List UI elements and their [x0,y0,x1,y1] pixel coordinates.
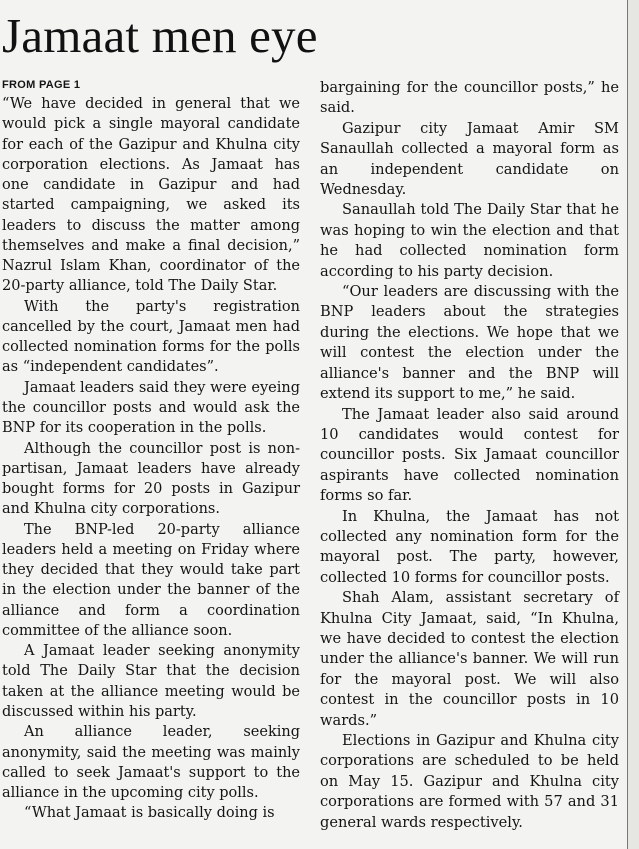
paragraph: “Our leaders are discussing with the BNP leaders about the strategies during the elections. We hope that we will contest the election under the alliance's banner and the BNP will extend its support to me,” he said. [320,283,619,403]
paragraph: Sanaullah told The Daily Star that he was hoping to win the election and that he had collected nomination form according to his party decision. [320,201,619,280]
paragraph: The Jamaat leader also said around 10 candidates would contest for councillor posts. Six Jamaat councillor aspirants have collected nomination forms so far. [320,405,619,505]
page-edge [628,0,639,849]
paragraph: bargaining for the councillor posts,” he said. [320,79,619,117]
paragraph: With the party's registration cancelled by the court, Jamaat men had collected nomination forms for the polls as “independent candidates”. [2,298,300,376]
paragraph: “We have decided in general that we would pick a single mayoral candidate for each of the Gazipur and Khulna city corporation elections. As Jamaat has one candidate in Gazipur and had started campaigning, we asked its leaders to discuss the matter among themselves and make a final decision,” Nazrul Islam Khan, coordinator of the 20-party alliance, told The Daily Star. [2,96,300,295]
paragraph: Shah Alam, assistant secretary of Khulna City Jamaat, said, “In Khulna, we have decided to contest the election under the alliance's banner. We will run for the mayoral post. We will also contest in the councillor posts in 10 wards.” [320,589,619,729]
article-column-1 [2,77,300,824]
paragraph: Although the councillor post is non-partisan, Jamaat leaders have already bought forms for 20 posts in Gazipur and Khulna city corporations. [2,440,300,518]
article-column-2 [320,78,619,833]
paragraph: An alliance leader, seeking anonymity, said the meeting was mainly called to seek Jamaat's support to the alliance in the upcoming city polls. [2,724,300,802]
paragraph: The BNP-led 20-party alliance leaders held a meeting on Friday where they decided that they would take part in the election under the banner of the alliance and form a coordination committee of the alliance soon. [2,521,300,639]
headline: Jamaat men eye [2,8,318,63]
paragraph: Elections in Gazipur and Khulna city corporations are scheduled to be held on May 15. Gazipur and Khulna city corporations are formed with 57 and 31 general wards respectively. [320,732,619,831]
paragraph: Gazipur city Jamaat Amir SM Sanaullah collected a mayoral form as an independent candidate on Wednesday. [320,119,619,199]
paragraph: “What Jamaat is basically doing is [24,805,275,822]
paragraph: In Khulna, the Jamaat has not collected any nomination form for the mayoral post. The party, however, collected 10 forms for councillor posts. [320,507,619,586]
paragraph: Jamaat leaders said they were eyeing the councillor posts and would ask the BNP for its cooperation in the polls. [2,379,300,437]
paragraph: A Jamaat leader seeking anonymity told The Daily Star that the decision taken at the alliance meeting would be discussed within his party. [2,643,300,720]
continuation-kicker: FROM PAGE 1 [2,79,81,91]
